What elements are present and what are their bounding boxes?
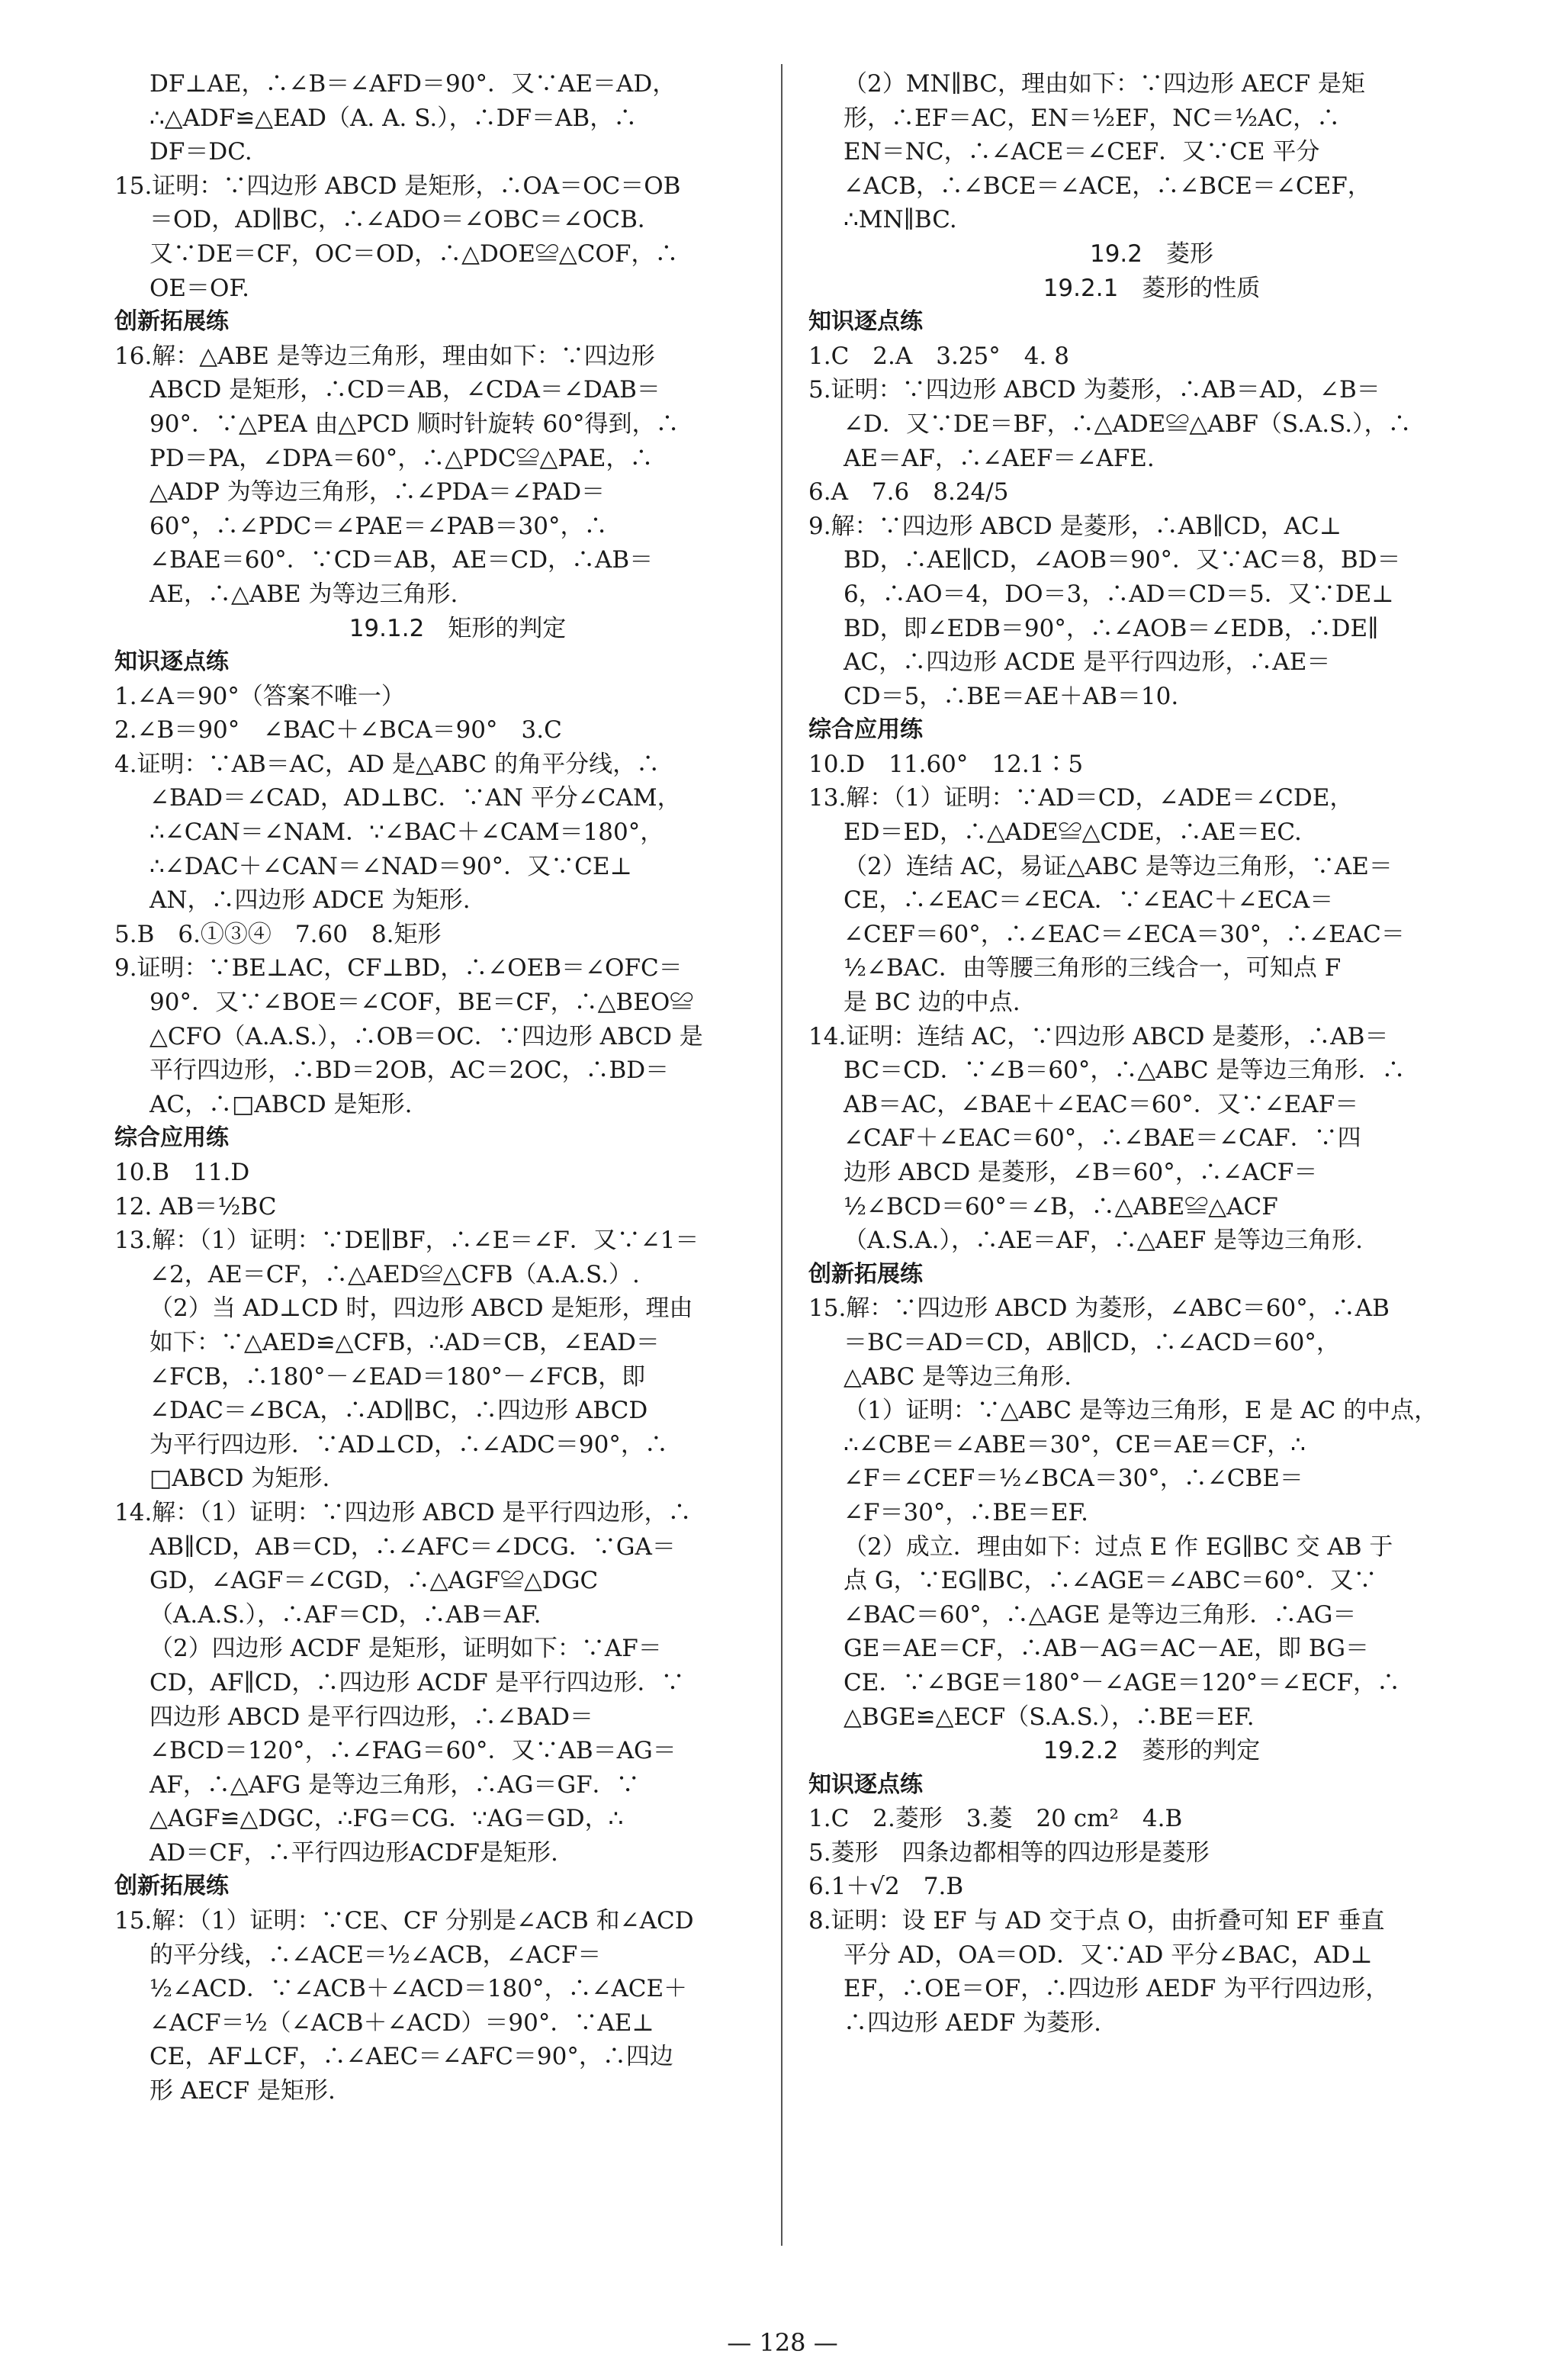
column-divider [781, 64, 782, 2246]
answer-line: （1）证明：∵△ABC 是等边三角形，E 是 AC 的中点， [844, 1397, 1438, 1425]
answer-line: ∠CEF＝60°，∴∠EAC＝∠ECA＝30°，∴∠EAC＝ [844, 920, 1405, 948]
answer-line: （A.S.A.），∴AE＝AF，∴△AEF 是等边三角形. [844, 1227, 1363, 1255]
section-title: 19.1.2 矩形的判定 [349, 614, 567, 642]
answer-line: 13.解：（1）证明：∵AD＝CD，∠ADE＝∠CDE， [808, 784, 1354, 812]
answer-line: △BGE≌△ECF（S.A.S.），∴BE＝EF. [844, 1703, 1255, 1731]
answer-line: 15.解：（1）证明：∵CE、CF 分别是∠ACB 和∠ACD [114, 1907, 694, 1935]
answer-line: 14.证明：连结 AC，∵四边形 ABCD 是菱形，∴AB＝ [808, 1022, 1389, 1050]
answer-line: GD，∠AGF＝∠CGD，∴△AGF≌△DGC [149, 1567, 599, 1595]
right-column [808, 67, 1495, 2040]
answer-line: 边形 ABCD 是菱形，∠B＝60°，∴∠ACF＝ [844, 1159, 1318, 1186]
answer-line: AF，∴△AFG 是等边三角形，∴AG＝GF．∵ [149, 1771, 640, 1799]
answer-line: 平行四边形，∴BD＝2OB，AC＝2OC，∴BD＝ [149, 1057, 670, 1085]
answer-line: PD＝PA，∠DPA＝60°，∴△PDC≌△PAE，∴ [149, 444, 654, 472]
answer-line: △CFO（A.A.S.），∴OB＝OC．∵四边形 ABCD 是 [149, 1022, 703, 1050]
answer-line: ½∠BCD＝60°＝∠B，∴△ABE≌△ACF [844, 1192, 1278, 1221]
answer-line: CD，AF∥CD，∴四边形 ACDF 是平行四边形．∵ [149, 1668, 685, 1697]
answer-line: AE，∴△ABE 为等边三角形. [149, 580, 458, 608]
section-heading: 创新拓展练 [808, 1260, 923, 1288]
answer-line: 9.解：∵四边形 ABCD 是菱形，∴AB∥CD，AC⊥ [808, 512, 1342, 540]
answer-line: DF＝DC. [149, 138, 252, 166]
answer-line: 5.B 6.①③④ 7.60 8.矩形 [114, 920, 442, 948]
answer-line: 15.解：∵四边形 ABCD 为菱形，∠ABC＝60°，∴AB [808, 1295, 1390, 1323]
answer-line: ∠DAC＝∠BCA，∴AD∥BC，∴四边形 ABCD [149, 1397, 648, 1425]
answer-line: CE．∵∠BGE＝180°－∠AGE＝120°＝∠ECF，∴ [844, 1668, 1400, 1697]
answer-line: ∠BAC＝60°，∴△AGE 是等边三角形．∴AG＝ [844, 1600, 1357, 1629]
answer-line: AC，∴四边形 ACDE 是平行四边形，∴AE＝ [844, 648, 1331, 677]
section-heading: 知识逐点练 [114, 648, 229, 676]
answer-line: ½∠BAC．由等腰三角形的三线合一，可知点 F [844, 954, 1342, 983]
answer-line: GE＝AE＝CF，∴AB－AG＝AC－AE，即 BG＝ [844, 1635, 1370, 1663]
answer-line: 又∵DE＝CF，OC＝OD，∴△DOE≌△COF，∴ [149, 240, 679, 268]
answer-line: ∴∠CAN＝∠NAM．∵∠BAC＋∠CAM＝180°， [149, 819, 664, 847]
answer-line: △ABC 是等边三角形. [844, 1362, 1072, 1391]
section-heading: 知识逐点练 [808, 1771, 923, 1798]
answer-line: 5.证明：∵四边形 ABCD 为菱形，∴AB＝AD，∠B＝ [808, 376, 1380, 404]
page-number: — 128 — [727, 2328, 838, 2357]
answer-line: △ADP 为等边三角形，∴∠PDA＝∠PAD＝ [149, 478, 606, 507]
answer-line: ∠2，AE＝CF，∴△AED≌△CFB（A.A.S.）. [149, 1260, 640, 1288]
answer-line: 1.C 2.菱形 3.菱 20 cm² 4.B [808, 1805, 1183, 1833]
answer-line: ∴∠DAC＋∠CAN＝∠NAD＝90°．又∵CE⊥ [149, 852, 632, 880]
answer-line: 9.证明：∵BE⊥AC，CF⊥BD，∴∠OEB＝∠OFC＝ [114, 954, 683, 983]
answer-line: □ABCD 为矩形. [149, 1465, 330, 1493]
answer-line: OE＝OF. [149, 274, 249, 302]
answer-line: 是 BC 边的中点. [844, 989, 1020, 1017]
section-heading: 知识逐点练 [808, 308, 923, 336]
answer-line: AE＝AF，∴∠AEF＝∠AFE. [844, 444, 1155, 472]
answer-line: （2）成立．理由如下：过点 E 作 EG∥BC 交 AB 于 [844, 1533, 1393, 1561]
answer-line: ∠D．又∵DE＝BF，∴△ADE≌△ABF（S.A.S.），∴ [844, 410, 1412, 438]
answer-line: AB＝AC，∠BAE＋∠EAC＝60°．又∵∠EAF＝ [844, 1090, 1359, 1118]
section-title: 19.2 菱形 [1089, 240, 1214, 268]
answer-line: 如下：∵△AED≌△CFB，∴AD＝CB，∠EAD＝ [149, 1328, 660, 1356]
answer-line: （2）四边形 ACDF 是矩形，证明如下：∵AF＝ [149, 1635, 662, 1663]
answer-line: 形，∴EF＝AC，EN＝½EF，NC＝½AC，∴ [844, 104, 1341, 132]
answer-line: ½∠ACD．∵∠ACB＋∠ACD＝180°，∴∠ACE＋ [149, 1975, 688, 2003]
answer-line: ∠F＝30°，∴BE＝EF. [844, 1498, 1089, 1526]
answer-line: AB∥CD，AB＝CD，∴∠AFC＝∠DCG．∵GA＝ [149, 1533, 676, 1561]
answer-line: 为平行四边形．∵AD⊥CD，∴∠ADC＝90°，∴ [149, 1430, 668, 1459]
answer-line: ∴△ADF≌△EAD（A. A. S.），∴DF＝AB，∴ [149, 104, 638, 132]
answer-line: ∠BAE＝60°．∵CD＝AB，AE＝CD，∴AB＝ [149, 546, 654, 574]
answer-line: ∠F＝∠CEF＝½∠BCA＝30°，∴∠CBE＝ [844, 1465, 1303, 1493]
answer-line: ∴∠CBE＝∠ABE＝30°，CE＝AE＝CF，∴ [844, 1430, 1306, 1459]
section-title: 19.2.2 菱形的判定 [1043, 1737, 1261, 1765]
answer-line: 90°．又∵∠BOE＝∠COF，BE＝CF，∴△BEO≌ [149, 989, 694, 1017]
answer-line: 60°，∴∠PDC＝∠PAE＝∠PAB＝30°，∴ [149, 512, 608, 540]
answer-line: ∠FCB，∴180°－∠EAD＝180°－∠FCB，即 [149, 1362, 646, 1391]
answer-line: 点 G，∵EG∥BC，∴∠AGE＝∠ABC＝60°．又∵ [844, 1567, 1377, 1595]
section-heading: 综合应用练 [808, 716, 923, 744]
answer-line: （2）MN∥BC，理由如下：∵四边形 AECF 是矩 [844, 70, 1365, 98]
section-heading: 创新拓展练 [114, 1873, 229, 1900]
answer-line: ∴四边形 AEDF 为菱形. [844, 2009, 1101, 2037]
answer-line: CE，AF⊥CF，∴∠AEC＝∠AFC＝90°，∴四边 [149, 2043, 673, 2071]
answer-line: △AGF≌△DGC，∴FG＝CG．∵AG＝GD，∴ [149, 1805, 624, 1833]
answer-line: 12. AB＝½BC [114, 1192, 277, 1221]
answer-line: ＝OD，AD∥BC，∴∠ADO＝∠OBC＝∠OCB． [149, 206, 661, 234]
answer-line: 10.B 11.D [114, 1159, 250, 1186]
answer-line: 6，∴AO＝4，DO＝3，∴AD＝CD＝5．又∵DE⊥ [844, 580, 1394, 608]
answer-line: ∠BCD＝120°，∴∠FAG＝60°．又∵AB＝AG＝ [149, 1737, 676, 1765]
answer-line: ∠BAD＝∠CAD，AD⊥BC．∵AN 平分∠CAM， [149, 784, 681, 812]
answer-line: AC，∴□ABCD 是矩形. [149, 1090, 413, 1118]
answer-line: DF⊥AE，∴∠B＝∠AFD＝90°．又∵AE＝AD， [149, 70, 676, 98]
answer-line: 5.菱形 四条边都相等的四边形是菱形 [808, 1838, 1210, 1867]
answer-line: 13.解：（1）证明：∵DE∥BF，∴∠E＝∠F．又∵∠1＝ [114, 1227, 699, 1255]
answer-line: AN，∴四边形 ADCE 为矩形. [149, 886, 471, 915]
answer-line: 1.∠A＝90°（答案不唯一） [114, 682, 405, 710]
answer-line: ∠ACB，∴∠BCE＝∠ACE，∴∠BCE＝∠CEF， [844, 172, 1371, 200]
answer-line: 14.解：（1）证明：∵四边形 ABCD 是平行四边形，∴ [114, 1498, 692, 1526]
answer-line: EN＝NC，∴∠ACE＝∠CEF．又∵CE 平分 [844, 138, 1320, 166]
answer-line: ＝BC＝AD＝CD，AB∥CD，∴∠ACD＝60°， [844, 1328, 1340, 1356]
answer-line: 16.解：△ABE 是等边三角形，理由如下：∵四边形 [114, 342, 655, 370]
answer-line: EF，∴OE＝OF，∴四边形 AEDF 为平行四边形， [844, 1975, 1390, 2003]
answer-line: 的平分线，∴∠ACE＝½∠ACB，∠ACF＝ [149, 1941, 602, 1969]
answer-line: （A.A.S.），∴AF＝CD，∴AB＝AF. [149, 1600, 541, 1629]
section-title: 19.2.1 菱形的性质 [1043, 274, 1261, 302]
answer-line: AD＝CF，∴平行四边形ACDF是矩形. [149, 1838, 558, 1867]
section-heading: 创新拓展练 [114, 308, 229, 336]
answer-line: BD，∴AE∥CD，∠AOB＝90°．又∵AC＝8，BD＝ [844, 546, 1401, 574]
answer-line: 10.D 11.60° 12.1∶5 [808, 750, 1084, 778]
answer-line: CD＝5，∴BE＝AE＋AB＝10. [844, 682, 1179, 710]
answer-line: ∠ACF＝½（∠ACB＋∠ACD）＝90°．∵AE⊥ [149, 2009, 654, 2037]
answer-line: ∠CAF＋∠EAC＝60°，∴∠BAE＝∠CAF．∵四 [844, 1124, 1361, 1153]
section-heading: 综合应用练 [114, 1124, 229, 1152]
answer-line: 2.∠B＝90° ∠BAC＋∠BCA＝90° 3.C [114, 716, 562, 745]
answer-line: ABCD 是矩形，∴CD＝AB，∠CDA＝∠DAB＝ [149, 376, 660, 404]
answer-line: 8.证明：设 EF 与 AD 交于点 O，由折叠可知 EF 垂直 [808, 1907, 1385, 1935]
answer-line: （2）当 AD⊥CD 时，四边形 ABCD 是矩形，理由 [149, 1295, 693, 1323]
answer-line: ED＝ED，∴△ADE≌△CDE，∴AE＝EC. [844, 819, 1302, 847]
answer-line: BC＝CD．∵∠B＝60°，∴△ABC 是等边三角形．∴ [844, 1057, 1406, 1085]
answer-line: 四边形 ABCD 是平行四边形，∴∠BAD＝ [149, 1703, 594, 1731]
answer-line: 平分 AD，OA＝OD．又∵AD 平分∠BAC，AD⊥ [844, 1941, 1373, 1969]
answer-line: ∴MN∥BC. [844, 206, 957, 234]
answer-line: BD，即∠EDB＝90°，∴∠AOB＝∠EDB，∴DE∥ [844, 614, 1379, 642]
answer-line: 6.1＋√2 7.B [808, 1873, 964, 1901]
answer-line: CE，∴∠EAC＝∠ECA．∵∠EAC＋∠ECA＝ [844, 886, 1334, 915]
left-column [114, 67, 801, 2108]
answer-line: 形 AECF 是矩形. [149, 2077, 336, 2105]
answer-line: 15.证明：∵四边形 ABCD 是矩形，∴OA＝OC＝OB [114, 172, 681, 200]
answer-line: 90°．∵△PEA 由△PCD 顺时针旋转 60°得到，∴ [149, 410, 680, 438]
answer-line: 4.证明：∵AB＝AC，AD 是△ABC 的角平分线，∴ [114, 750, 660, 778]
answer-line: 6.A 7.6 8.24/5 [808, 478, 1009, 507]
answer-line: （2）连结 AC，易证△ABC 是等边三角形，∵AE＝ [844, 852, 1393, 880]
answer-line: 1.C 2.A 3.25° 4. 8 [808, 342, 1069, 370]
